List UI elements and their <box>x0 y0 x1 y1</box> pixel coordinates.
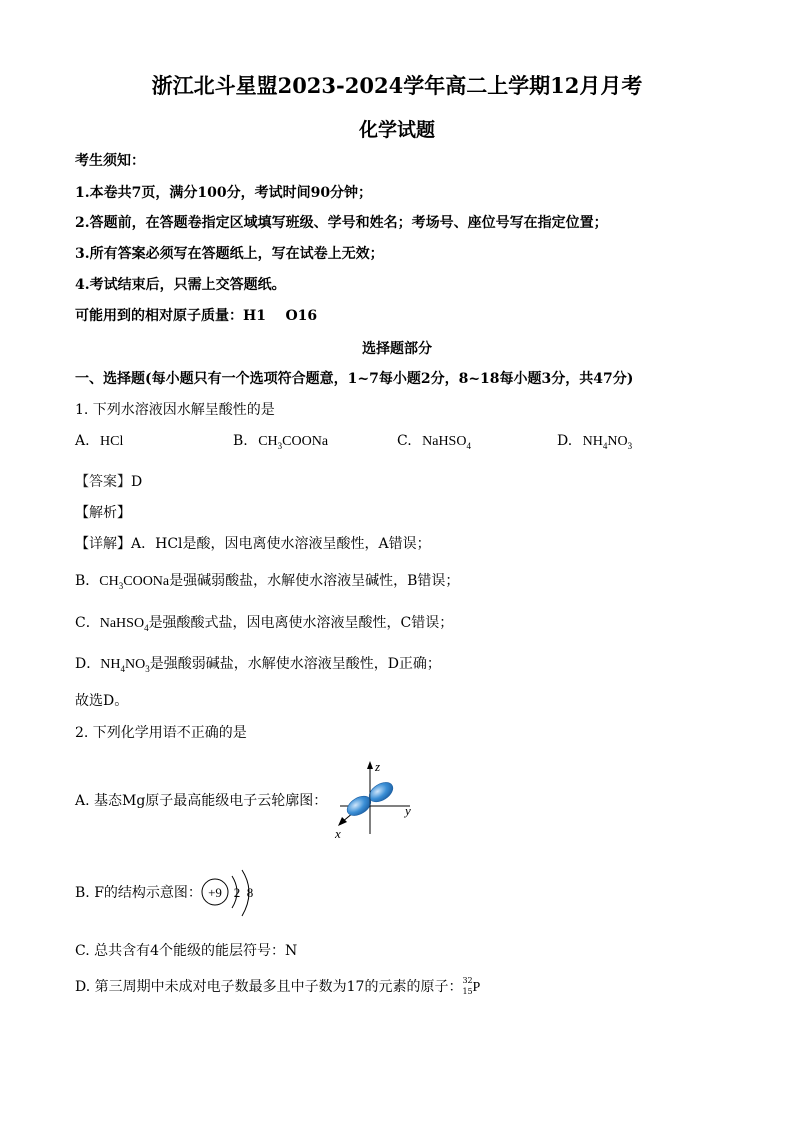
detail-b-chem2: COONa <box>123 574 170 589</box>
notice-item-1: 1.本卷共7页，满分100分，考试时间90分钟； <box>75 185 373 201</box>
detail-tag: 【详解】 <box>75 536 131 552</box>
detail-d-sub2: 3 <box>145 663 150 674</box>
q1-option-b-main: CH <box>258 434 278 449</box>
detail-b-pre: B． <box>75 573 100 589</box>
nuclide-mass-number: 32 <box>462 976 473 985</box>
notice-item-4: 4.考试结束后，只需上交答题纸。 <box>75 277 286 293</box>
q2-option-c: C. 总共含有4个能级的能层符号：N <box>75 943 298 959</box>
detail-c-sub: 4 <box>144 622 149 633</box>
q1-option-d-mid: NO <box>607 434 628 449</box>
exam-title: 浙江北斗星盟2023-2024学年高二上学期12月月考 <box>151 73 643 98</box>
detail-d-chem2: NO <box>124 657 146 672</box>
q1-stem: 1. 下列水溶液因水解呈酸性的是 <box>75 402 275 418</box>
x-axis-label: x <box>335 826 341 840</box>
q1-option-b <box>233 433 328 451</box>
q1-detail-c <box>75 614 453 637</box>
q1-detail-d <box>75 655 441 678</box>
q1-option-b-label: B. <box>233 433 248 449</box>
atomic-mass-line: 可能用到的相对原子质量：H1 O16 <box>75 308 318 324</box>
q1-detail-a <box>75 535 431 553</box>
detail-b-sub: 3 <box>118 580 124 591</box>
f-atom-structure-diagram <box>198 868 268 922</box>
section-title: 选择题部分 <box>362 341 432 357</box>
q1-option-d-sub2: 3 <box>627 440 633 451</box>
nuclide-atomic-number: 15 <box>462 987 473 996</box>
q1-option-a <box>75 433 123 450</box>
detail-c-formula <box>100 616 149 631</box>
detail-d-post: 是强酸弱碱盐，水解使水溶液呈酸性，D正确； <box>149 656 441 672</box>
q2-option-d-text: D. 第三周期中未成对电子数最多且中子数为17的元素的原子： <box>75 979 463 995</box>
q1-analysis-tag: 【解析】 <box>75 505 131 521</box>
nuclide-symbol: P <box>472 980 481 995</box>
exam-subtitle: 化学试题 <box>358 119 435 141</box>
detail-c-post: 是强酸酸式盐，因电离使水溶液呈酸性，C错误； <box>148 615 454 631</box>
q1-option-b-sub: 3 <box>277 440 283 451</box>
q2-option-b: B. F的结构示意图： <box>75 885 202 901</box>
q1-option-d <box>557 433 632 451</box>
notice-item-3: 3.所有答案必须写在答题纸上，写在试卷上无效； <box>75 246 384 262</box>
part-heading: 一、选择题(每小题只有一个选项符合题意，1~7每小题2分，8~18每小题3分，共47分) <box>75 371 634 387</box>
q1-option-d-label: D. <box>557 433 573 449</box>
q1-option-c-formula <box>422 434 471 449</box>
q1-conclusion: 故选D。 <box>75 693 129 709</box>
answer-tag: 【答案】 <box>75 474 131 490</box>
detail-d-chem: NH <box>100 657 121 672</box>
detail-d-pre: D． <box>75 656 101 672</box>
q1-option-b-tail: COONa <box>282 434 329 449</box>
q1-option-c-main: NaHSO <box>422 434 467 449</box>
q1-option-c <box>397 433 471 451</box>
q1-option-d-main: NH <box>582 434 603 449</box>
q1-option-d-formula <box>583 434 632 449</box>
answer-value: D <box>131 474 143 490</box>
detail-c-pre: C． <box>75 615 100 631</box>
q1-option-a-text: HCl <box>100 434 124 449</box>
q2-option-a: A. 基态Mg原子最高能级电子云轮廓图： <box>75 793 328 809</box>
x-axis-arrow <box>338 817 347 826</box>
q1-option-c-sub: 4 <box>466 440 471 451</box>
nuclide-notation <box>462 978 472 996</box>
detail-b-formula <box>99 574 169 589</box>
q2-stem: 2. 下列化学用语不正确的是 <box>75 725 247 741</box>
q1-option-a-label: A. <box>75 433 90 449</box>
y-axis-label: y <box>405 803 411 818</box>
notice-heading: 考生须知： <box>75 153 145 169</box>
detail-c-chem: NaHSO <box>99 616 145 631</box>
notice-item-2: 2.答题前，在答题卷指定区域填写班级、学号和姓名；考场号、座位号写在指定位置； <box>75 215 608 231</box>
z-axis-label: z <box>375 759 381 774</box>
q1-option-d-sub1: 4 <box>602 440 608 451</box>
shell-2-count: 8 <box>246 885 254 900</box>
q1-detail-b <box>75 572 459 595</box>
q1-option-c-label: C. <box>397 433 412 449</box>
p-orbital-diagram <box>320 758 420 840</box>
shell-1-count: 2 <box>233 885 241 900</box>
detail-b-chem: CH <box>99 574 119 589</box>
detail-b-post: 是强碱弱酸盐，水解使水溶液呈碱性，B错误； <box>169 573 460 589</box>
q1-answer <box>75 473 142 491</box>
detail-a-text: A．HCl是酸，因电离使水溶液呈酸性，A错误； <box>131 536 431 552</box>
nucleus-charge: +9 <box>208 885 222 900</box>
detail-d-sub1: 4 <box>120 663 125 674</box>
q2-option-d <box>75 978 480 997</box>
detail-d-formula <box>100 657 149 672</box>
q1-option-b-formula <box>258 434 328 449</box>
